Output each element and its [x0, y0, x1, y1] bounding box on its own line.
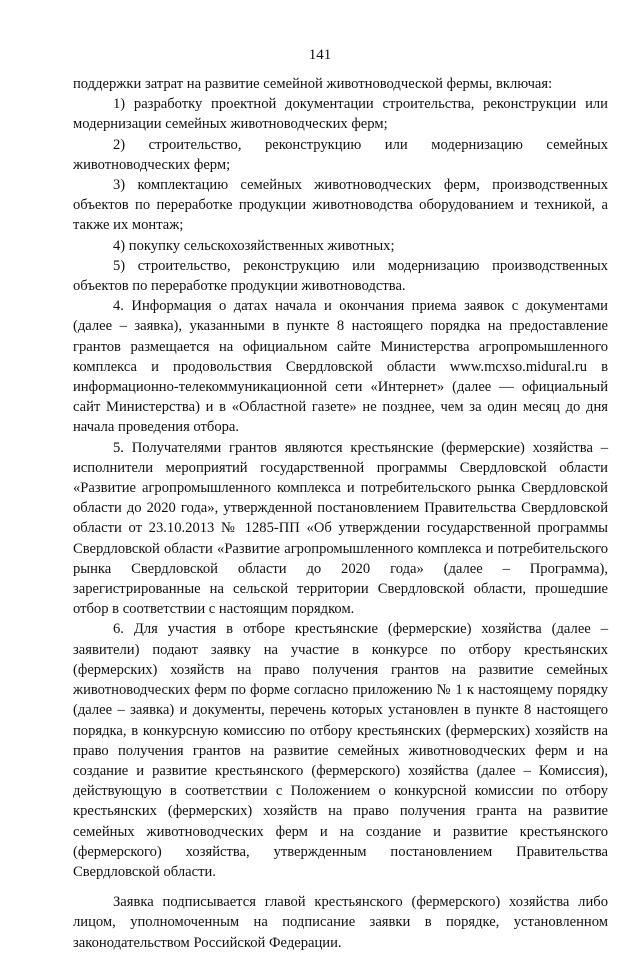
page-number: 141 — [308, 47, 332, 63]
paragraph-section-4: 4. Информация о датах начала и окончания приема заявок с документами (далее – заявка), указанными в пункте 8 настоящего порядка на предоставление грантов размещается на официальном сайте Министерства агропромышленного комплекса и продовольствия Свердловской области www.mcxso.midural.ru в информационно-телекоммуникационной сети «Интернет» (далее — официальный сайт Министерства) и в «Областной газете» не позднее, чем за один месяц до дня начала проведения отбора. — [73, 298, 608, 436]
paragraph-section-5: 5. Получателями грантов являются крестьянские (фермерские) хозяйства – исполнители мероприятий государственной программы Свердловской области «Развитие агропромышленного комплекса и потребительского рынка Свердловской области до 2020 года», утвержденной постановлением Правительства Свердловской области от 23.10.2013 № 1285-ПП «Об утверждении государственной программы Свердловской области «Развитие агропромышленного комплекса и потребительского рынка Свердловской области до 2020 года» (далее – Программа), зарегистрированные на сельской территории Свердловской области, прошедшие отбор в соответствии с настоящим порядком. — [73, 439, 608, 618]
paragraph-item-5: 5) строительство, реконструкцию или модернизацию производственных объектов по переработке продукции животноводства. — [73, 257, 608, 295]
paragraph-item-3: 3) комплектацию семейных животноводческих ферм, производственных объектов по переработке продукции животноводства оборудованием и техникой, а также их монтаж; — [73, 177, 608, 234]
paragraph-item-4: 4) покупку сельскохозяйственных животных; — [113, 237, 395, 254]
paragraph-item-2: 2) строительство, реконструкцию или модернизацию семейных животноводческих ферм; — [73, 136, 608, 173]
paragraph-item-1: 1) разработку проектной документации строительства, реконструкции или модернизации семейных животноводческих ферм; — [73, 96, 608, 133]
paragraph-section-6: 6. Для участия в отборе крестьянские (фермерские) хозяйства (далее – заявители) подают заявку на участие в конкурсе по отбору крестьянских (фермерских) хозяйств на право получения грантов на развитие семейных животноводческих ферм по форме согласно приложению № 1 к настоящему порядку (далее – заявка) и документы, перечень которых установлен в пункте 8 настоящего порядка, в конкурсную комиссию по отбору крестьянских (фермерских) хозяйств на право получения грантов на развитие семейных животноводческих ферм и на создание и развитие крестьянского (фермерского) хозяйства (далее – Комиссия), действующую в соответствии с Положением о конкурсной комиссии по отбору крестьянских (фермерских) хозяйств на право получения гранта на развитие семейных животноводческих ферм и на создание и развитие крестьянского (фермерского) хозяйства, утвержденным постановлением Правительства Свердловской области. — [73, 621, 608, 880]
document-body — [73, 74, 608, 953]
paragraph-application-signing: Заявка подписывается главой крестьянского (фермерского) хозяйства либо лицом, уполномоченным на подписание заявки в порядке, установленном законодательством Российской Федерации. — [73, 894, 608, 951]
paragraph-intro-continuation: поддержки затрат на развитие семейной животноводческой фермы, включая: — [73, 76, 553, 92]
